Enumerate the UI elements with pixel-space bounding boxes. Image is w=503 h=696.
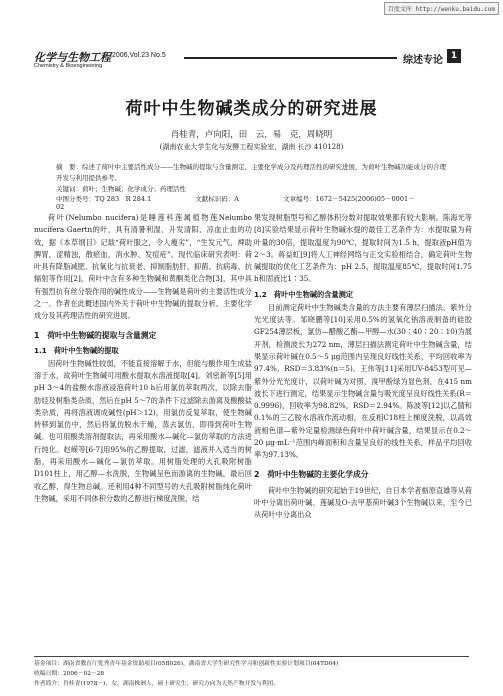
classification-line [56, 194, 451, 211]
author-bio: 作者简介：肖桂青(1978－)，女，湖南株洲人，硕士研究生，研究方向为天然产物开发与利用。 [34, 681, 280, 687]
clc-number: 中图分类号：TQ 283 R 284.1 [56, 195, 152, 203]
abstract: 摘 要：综述了荷叶中主要活性成分——生物碱的提取与含量测定、主要化学成分及药理活性的研究进展，为荷叶生物碱功能成分的合理开发与利用提供参考。 [56, 163, 446, 182]
doc-code: 文献标识码：A [195, 195, 239, 203]
column-label: 综述专论 [403, 55, 443, 66]
affiliation: (湖南农业大学生化与发酵工程实验室，湖南 长沙 410128) [159, 143, 344, 151]
watermark: 百度文库 http://wenku.baidu.com [384, 2, 499, 15]
paragraph: 荷叶中生物碱的研究起始于19世纪，自日本学者栃原直雄等从荷叶中分离出荷叶碱、莲碱及O-去甲基荷叶碱3个生物碱以来，至今已从荷叶中分离出众 [254, 485, 472, 520]
section-heading: 1 荷叶中生物碱的提取与含量测定 [34, 330, 157, 340]
journal-name-en: Chemistry & Bioengineering [34, 63, 103, 69]
left-column [34, 212, 252, 505]
right-column [254, 212, 472, 522]
paragraph: 因荷叶生物碱性较弱，不能直接溶解于水，但能与酸作用生成盐溶于水，故荷叶生物碱可用酸水提取水溶液提取[4]。刘密新等[5]用pH 3～4的盐酸水溶液浸泡荷叶10 h后用氯仿萃取两次，以除去脂肪烃及树脂类杂质，然后在pH 5～7的条件下过滤除去游离及酸酸盐类杂质，再将溶液调成碱性(pH＞12)，用氯仿反复萃取，使生物碱转移到氯仿中，然后将氯仿脱水干燥，蒸去氯仿，即得到荷叶生物碱。也可用酸类溶剂提取法，再采用酸水—碱化—氯仿萃取的方法进行纯化。赵嵘等[6-7]用95%的乙醇提取，过滤，滤液并入适当的树脂，再采用酸水—碱化—氯仿萃取。用树脂处理的大孔吸附树脂D101柱上，用乙醇—水洗脱，生物碱呈色而游离的生物碱，最后回收乙醇，得生物总碱。还利用4种不同型号的大孔吸附树脂纯化荷叶生物碱，采用不同体积分数的乙醇进行梯度洗脱，结 [34, 358, 252, 503]
authors: 肖桂青，卢向阳，田 云，易 克，周晓明 [170, 130, 333, 140]
section-heading: 2 荷叶中生物碱的主要化学成分 [254, 469, 369, 479]
journal-issue: 2006,Vol.23 No.5 [112, 52, 166, 59]
journal-name: 化学与生物工程 [34, 52, 111, 64]
journal-header [34, 49, 469, 73]
paragraph: 果发现树脂型号和乙醇体积分数对提取效果都有较大影响。陈海光等[8]实验结果显示荷叶生物碱水提的最佳工艺条件为：水提取量为荷叶量的30倍，提取温度为90℃，提取时间为1.5 h，提取液pH值为2～3。蒋益虹[9]将人工神经网络与正交实验相结合，确定荷叶生物碱提取的优化工艺条件为：pH 2.5，提取温度85℃，提取时间1.75 h和固液比1∶35。 [254, 213, 472, 284]
fund-note: 基金项目：湖南省教育厅优秀青年基金资助项目(05B026)，湖南省大学生研究性学习和创新性实验计划项目(04TD04) [34, 661, 339, 667]
header-rule [184, 57, 397, 59]
received-date: 收稿日期：2006－02－28 [34, 671, 105, 677]
subsection-heading: 1.1 荷叶中生物碱的提取 [34, 345, 119, 355]
paragraph: 目前测定荷叶中生物碱类含量的方法主要有薄层扫描法、紫外分光光度法等。邹晓鹏等[10]采用0.5%的氢氧化钠溶液制备的硅胶GF254薄层板，氯仿—醋酸乙酯—甲醇—水(30∶40∶20∶10)为展开剂，检测波长为272 nm，薄层扫描法测定荷叶中生物碱含量，结果显示荷叶碱在0.5～5 μg范围内呈现良好线性关系，平均回收率为97.4%，RSD＝3.83%(n＝5)。王伟等[11]采用UV-8453型可见—紫外分光光度计，以荷叶碱为对照，溴甲酚绿为显色剂，在415 nm波长下进行测定，结果显示生物碱含量与吸光度呈良好线性关系(R＝0.9996)，回收率为98.82%，RSD＝2.94%。陈波等[12]以乙腈和0.1%的三乙胺水溶液作流动相，在反相C18柱上梯度洗脱，以高效液相色谱—紫外定量检测绿色荷叶中荷叶碱含量，结果显示在0.2～20 μg·mL⁻¹范围内峰面积和含量呈良好的线性关系，样品平均回收率为97.13%。 [254, 302, 472, 460]
article-title: 荷叶中生物碱类成分的研究进展 [125, 99, 378, 119]
subsection-heading: 1.2 荷叶中生物碱的含量测定 [254, 289, 353, 299]
article-number: 文章编号：1672－5425(2006)05－0001－02 [56, 195, 415, 211]
footnote [34, 656, 469, 689]
column-number: 1 [447, 49, 461, 63]
keywords: 关键词：荷叶；生物碱；化学成分；药理活性 [56, 185, 186, 193]
intro-paragraph: 荷叶(Nelumbo nucifera)是睡莲科莲属植物莲Nelumbo nucifera Gaertn的叶，具有清暑利湿、升发清阳、凉血止血的功效，据《本草纲目》记载“荷叶服之，令人瘦劣”，“生发元气，裨助脾胃，涩精浊，散瘀血，消水肿、发痘疮”。现代临床研究表明：荷叶具有降脂减肥、抗氧化与抗衰老、抑制脂肪肝、抑菌、抗病毒、抗辐射等作用[2]。荷叶中含有多种生物碱和黄酮类化合物[3]，其中具有强烈抗有丝分裂作用的碱性成分——生物碱是荷叶的主要活性成分之一。作者在此概述国内外关于荷叶中生物碱的提取分析、主要化学成分及其药理活性的研究进展。 [34, 213, 252, 321]
